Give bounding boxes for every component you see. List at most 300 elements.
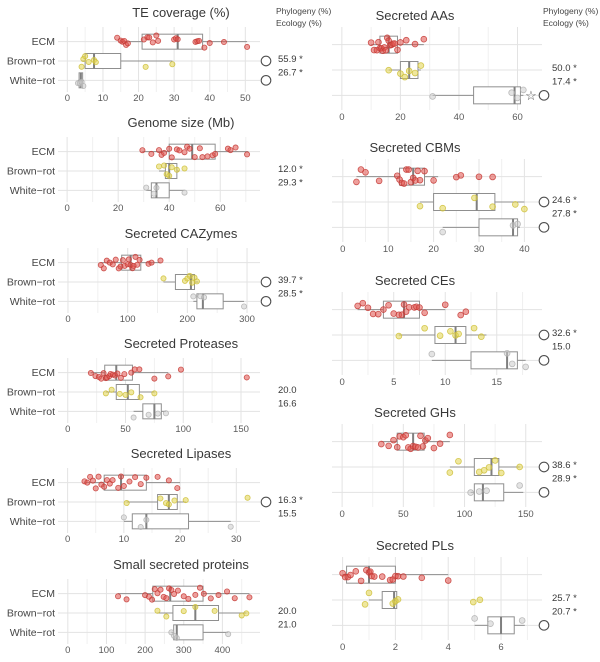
data-point <box>383 47 389 53</box>
data-point <box>376 178 382 184</box>
data-point <box>170 62 175 67</box>
x-tick-label: 30 <box>168 93 180 104</box>
data-point <box>447 328 453 334</box>
data-point <box>224 589 229 594</box>
data-point <box>123 392 128 397</box>
stat-value-ecology: 20.7 * <box>552 606 577 618</box>
data-point <box>363 170 369 176</box>
panel-title: Secreted Lipases <box>130 446 232 462</box>
data-point <box>133 475 138 480</box>
row-label-brown-rot: Brown−rot <box>6 496 55 509</box>
stat-value-ecology: 28.9 * <box>552 473 577 485</box>
significance-circle-icon <box>261 277 271 287</box>
data-point <box>205 154 210 159</box>
x-tick-label: 0 <box>340 244 346 256</box>
data-point <box>245 44 250 49</box>
x-tick-label: 20 <box>395 112 406 123</box>
data-point <box>241 304 246 309</box>
x-tick-label: 6 <box>498 641 504 653</box>
data-point <box>85 480 90 485</box>
boxplot-white-rot <box>475 616 525 633</box>
panel-secreted-pls <box>300 530 600 662</box>
data-point <box>419 575 425 581</box>
data-point <box>379 573 385 579</box>
data-point <box>456 459 462 465</box>
data-point <box>447 470 453 476</box>
data-point <box>470 599 476 605</box>
data-point <box>90 478 95 483</box>
data-point <box>515 221 521 227</box>
row-label-brown-rot: Brown−rot <box>6 55 55 68</box>
x-tick-label: 0 <box>64 203 70 215</box>
data-point <box>152 376 157 381</box>
panel-secreted-cbms <box>300 132 600 264</box>
data-point <box>386 302 392 308</box>
data-point <box>191 293 196 298</box>
x-tick-label: 50 <box>240 93 251 104</box>
x-tick-label: 150 <box>517 509 534 521</box>
row-label-ecm: ECM <box>31 587 55 600</box>
data-point <box>472 615 478 621</box>
stat-value-ecology: 26.7 * <box>278 67 303 79</box>
data-point <box>103 391 108 396</box>
data-point <box>93 60 98 65</box>
data-point <box>406 68 412 74</box>
data-point <box>471 325 477 331</box>
x-tick-label: 4 <box>445 641 451 653</box>
x-tick-label: 40 <box>163 203 175 215</box>
chart-small-secreted-proteins <box>0 552 300 662</box>
data-point <box>476 174 482 180</box>
x-tick-label: 0 <box>339 112 345 123</box>
data-point <box>144 518 149 523</box>
x-tick-label: 0 <box>65 424 71 435</box>
data-point <box>437 333 443 339</box>
significance-circle-icon <box>539 462 549 472</box>
data-point <box>135 262 140 267</box>
data-point <box>88 370 93 375</box>
data-point <box>486 465 492 471</box>
panel-title: Secreted PLs <box>375 537 455 553</box>
data-point <box>484 488 490 494</box>
row-label-brown-rot: Brown−rot <box>6 607 55 620</box>
data-point <box>174 168 179 173</box>
boxplot-white-rot <box>171 624 228 639</box>
data-point <box>403 433 409 439</box>
data-point <box>193 592 198 597</box>
data-point <box>498 470 504 476</box>
right-column <box>300 0 600 662</box>
x-tick-label: 0 <box>64 534 71 546</box>
data-point <box>127 479 132 484</box>
data-point <box>509 90 515 96</box>
significance-circle-icon <box>539 198 549 208</box>
row-label-ecm: ECM <box>31 477 55 490</box>
data-point <box>366 590 372 596</box>
significance-circle-icon <box>539 488 549 498</box>
data-point <box>158 258 163 263</box>
x-tick-label: 100 <box>98 644 115 656</box>
panel-title: Small secreted proteins <box>113 556 249 572</box>
x-tick-label: 60 <box>512 112 523 123</box>
chart-secreted-ces <box>300 265 600 397</box>
significance-circle-icon <box>539 355 549 365</box>
data-point <box>151 191 156 196</box>
data-point <box>406 167 412 173</box>
stat-value-ecology: 15.0 <box>552 341 571 353</box>
data-point <box>183 498 188 503</box>
data-point <box>109 387 114 392</box>
data-point <box>155 475 160 480</box>
panel-secreted-ces <box>300 265 600 397</box>
chart-genome-size-mb <box>0 110 303 220</box>
row-label-white-rot: White−rot <box>9 74 55 87</box>
data-point <box>422 169 428 175</box>
x-tick-label: 40 <box>453 112 465 123</box>
significance-circle-icon <box>539 620 549 630</box>
data-point <box>394 445 400 451</box>
significance-circle-icon <box>539 223 549 233</box>
data-point <box>463 309 469 315</box>
x-tick-label: 40 <box>519 244 530 256</box>
header-ecology-label: Ecology (%) <box>276 18 322 28</box>
significance-circle-icon <box>539 91 549 101</box>
data-point <box>202 45 207 50</box>
data-point <box>228 148 233 153</box>
data-point <box>200 155 205 160</box>
data-point <box>504 350 510 356</box>
data-point <box>360 300 366 306</box>
data-point <box>517 464 523 470</box>
data-point <box>81 83 86 88</box>
row-label-ecm: ECM <box>31 36 55 49</box>
data-point <box>348 572 354 578</box>
data-point <box>398 40 404 46</box>
significance-circle-icon <box>261 498 271 508</box>
data-point <box>417 178 423 184</box>
data-point <box>118 474 123 479</box>
x-tick-label: 0 <box>339 641 346 653</box>
data-point <box>149 597 154 602</box>
data-point <box>158 587 163 592</box>
data-point <box>233 145 238 150</box>
x-tick-label: 20 <box>174 534 186 546</box>
data-point <box>376 39 382 45</box>
chart-secreted-cbms <box>300 132 600 264</box>
header-phylogeny-label: Phylogeny (%) <box>276 6 332 16</box>
stat-value-phylogeny: 24.6 * <box>552 195 577 207</box>
data-point <box>144 475 149 480</box>
x-tick-label: 10 <box>382 244 394 256</box>
data-point <box>113 257 118 262</box>
data-point <box>129 390 134 395</box>
data-point <box>396 333 402 339</box>
data-point <box>120 257 125 262</box>
data-point <box>124 501 129 506</box>
data-point <box>490 204 496 210</box>
data-point <box>232 595 237 600</box>
panel-secreted-cazymes <box>0 221 303 331</box>
data-point <box>193 604 198 609</box>
data-point <box>101 265 106 270</box>
data-point <box>164 614 169 619</box>
data-point <box>126 256 131 261</box>
stats-header-right <box>543 5 598 29</box>
data-point <box>182 150 187 155</box>
data-point <box>362 601 368 607</box>
x-tick-label: 100 <box>456 509 473 521</box>
data-point <box>121 484 126 489</box>
data-point <box>447 432 453 438</box>
row-label-ecm: ECM <box>31 256 55 269</box>
data-point <box>155 608 160 613</box>
x-tick-label: 15 <box>491 376 503 388</box>
data-point <box>125 41 130 46</box>
data-point <box>154 33 159 38</box>
data-point <box>492 458 498 464</box>
x-tick-label: 10 <box>439 376 451 388</box>
panel-title: Genome size (Mb) <box>127 115 235 131</box>
significance-circle-icon <box>261 56 271 66</box>
data-point <box>418 433 424 439</box>
panel-title: Secreted Proteases <box>123 336 239 351</box>
data-point <box>121 515 126 520</box>
data-point <box>381 306 387 312</box>
data-point <box>519 617 525 623</box>
data-point <box>167 174 172 179</box>
data-point <box>378 441 384 447</box>
boxplot-ecm <box>121 34 247 49</box>
gridlines <box>332 424 542 507</box>
x-tick-label: 100 <box>175 424 192 435</box>
data-point <box>417 204 423 210</box>
data-point <box>375 311 381 317</box>
data-point <box>124 596 129 601</box>
row-label-white-rot: White−rot <box>9 516 55 529</box>
stat-value-ecology: 28.5 * <box>278 288 303 300</box>
x-tick-label: 100 <box>119 313 136 325</box>
data-point <box>386 443 392 449</box>
data-point <box>478 334 484 340</box>
panel-secreted-lipases <box>0 441 303 551</box>
data-point <box>162 163 167 168</box>
data-point <box>116 486 121 491</box>
chart-te-coverage <box>0 0 303 110</box>
x-tick-label: 5 <box>391 376 397 388</box>
panel-title: Secreted CEs <box>374 272 456 288</box>
data-point <box>418 63 424 69</box>
data-point <box>86 59 91 64</box>
data-point <box>395 47 401 53</box>
panel-secreted-ghs <box>300 397 600 529</box>
data-point <box>244 152 249 157</box>
data-point <box>187 146 192 151</box>
data-point <box>110 261 115 266</box>
row-label-white-rot: White−rot <box>9 405 55 418</box>
data-point <box>163 411 168 416</box>
data-point <box>172 498 177 503</box>
data-point <box>458 173 464 179</box>
data-point <box>437 441 443 447</box>
row-label-brown-rot: Brown−rot <box>6 276 55 289</box>
data-point <box>440 206 446 212</box>
data-point <box>152 391 157 396</box>
data-point <box>175 588 180 593</box>
data-point <box>415 168 421 174</box>
data-point <box>169 165 174 170</box>
x-tick-label: 0 <box>65 644 71 656</box>
data-point <box>521 207 527 213</box>
data-point <box>149 260 154 265</box>
x-tick-label: 200 <box>179 313 196 325</box>
data-point <box>392 41 398 47</box>
data-point <box>177 148 182 153</box>
data-point <box>186 596 191 601</box>
x-tick-label: 50 <box>398 509 409 521</box>
panel-title: Secreted CAZymes <box>124 225 238 241</box>
data-point <box>164 595 169 600</box>
data-point <box>468 490 474 496</box>
x-tick-label: 30 <box>473 244 485 256</box>
data-point <box>197 146 202 151</box>
data-point <box>207 40 212 45</box>
stat-value-phylogeny: 12.0 * <box>278 164 303 176</box>
data-point <box>169 155 174 160</box>
data-point <box>208 595 213 600</box>
x-tick-label: 300 <box>175 644 192 656</box>
row-label-ecm: ECM <box>31 146 55 159</box>
data-point <box>167 147 172 152</box>
panel-title: Secreted AAs <box>375 8 455 23</box>
significance-circle-icon <box>539 330 549 340</box>
data-point <box>201 294 206 299</box>
data-point <box>386 67 392 73</box>
stat-value-phylogeny: 39.7 * <box>278 274 303 286</box>
x-tick-label: 150 <box>233 424 249 435</box>
x-tick-label: 50 <box>120 424 131 435</box>
data-point <box>371 573 377 579</box>
chart-secreted-pls <box>300 530 600 662</box>
x-tick-label: 60 <box>214 203 226 215</box>
data-point <box>515 95 521 101</box>
data-point <box>181 608 186 613</box>
x-tick-label: 10 <box>118 534 130 546</box>
data-point <box>420 444 426 450</box>
data-point <box>138 525 143 530</box>
data-point <box>131 415 136 420</box>
data-point <box>368 40 374 46</box>
data-point <box>158 496 163 501</box>
row-label-white-rot: White−rot <box>9 295 55 308</box>
data-point <box>137 257 142 262</box>
x-tick-label: 20 <box>133 93 144 104</box>
data-point <box>458 312 464 318</box>
data-point <box>422 310 428 316</box>
data-point <box>156 148 161 153</box>
data-point <box>175 486 180 491</box>
jitter-points-brown-rot <box>124 495 250 507</box>
data-point <box>431 445 437 451</box>
data-point <box>122 371 127 376</box>
data-point <box>110 478 115 483</box>
x-tick-label: 0 <box>65 313 71 325</box>
data-point <box>477 597 483 603</box>
data-point <box>155 411 160 416</box>
data-point <box>79 64 84 69</box>
stat-value-phylogeny: 20.0 <box>278 605 297 617</box>
stat-value-ecology: 27.8 * <box>552 208 577 220</box>
x-tick-label: 10 <box>97 93 109 104</box>
x-tick-label: 0 <box>339 376 345 388</box>
data-point <box>182 166 187 171</box>
data-point <box>144 185 149 190</box>
data-point <box>358 578 364 584</box>
boxplot-brown-rot <box>157 605 246 620</box>
stat-value-phylogeny: 32.6 * <box>552 327 577 339</box>
data-point <box>400 573 406 579</box>
data-point <box>402 74 408 80</box>
data-point <box>161 275 166 280</box>
data-point <box>354 179 360 185</box>
data-point <box>212 608 217 613</box>
panel-te-coverage <box>0 0 303 110</box>
data-point <box>245 495 250 500</box>
data-point <box>175 37 180 42</box>
data-point <box>472 195 478 201</box>
data-point <box>201 591 206 596</box>
stat-value-phylogeny: 55.9 * <box>278 54 303 65</box>
row-label-white-rot: White−rot <box>9 185 55 198</box>
data-point <box>421 36 427 42</box>
data-point <box>115 371 120 376</box>
chart-secreted-ghs <box>300 397 600 529</box>
data-point <box>403 37 409 43</box>
data-point <box>412 70 418 76</box>
data-point <box>425 435 431 441</box>
panel-genome-size-mb <box>0 110 303 220</box>
data-point <box>137 367 142 372</box>
data-point <box>244 375 249 380</box>
data-point <box>102 484 107 489</box>
data-point <box>146 412 151 417</box>
header-phylogeny-label: Phylogeny (%) <box>543 6 599 16</box>
stat-value-ecology: 21.0 <box>278 619 297 631</box>
data-point <box>149 152 154 157</box>
data-point <box>83 54 88 59</box>
data-point <box>221 39 226 44</box>
data-point <box>213 152 218 157</box>
x-tick-label: 2 <box>392 641 399 653</box>
data-point <box>440 230 446 236</box>
x-tick-label: 20 <box>112 203 124 215</box>
data-point <box>429 351 435 357</box>
row-label-brown-rot: Brown−rot <box>6 165 55 178</box>
data-point <box>512 202 518 208</box>
data-point <box>192 155 197 160</box>
data-point <box>490 174 496 180</box>
stats-header-left <box>276 5 331 29</box>
row-label-ecm: ECM <box>31 367 55 380</box>
x-tick-label: 40 <box>204 93 216 104</box>
stat-value-phylogeny: 38.6 * <box>552 460 577 472</box>
stat-value-phylogeny: 25.7 * <box>552 592 577 604</box>
data-point <box>150 40 155 45</box>
data-point <box>417 304 423 310</box>
data-point <box>138 395 143 400</box>
data-point <box>365 305 371 311</box>
data-point <box>182 190 187 195</box>
data-point <box>115 593 120 598</box>
